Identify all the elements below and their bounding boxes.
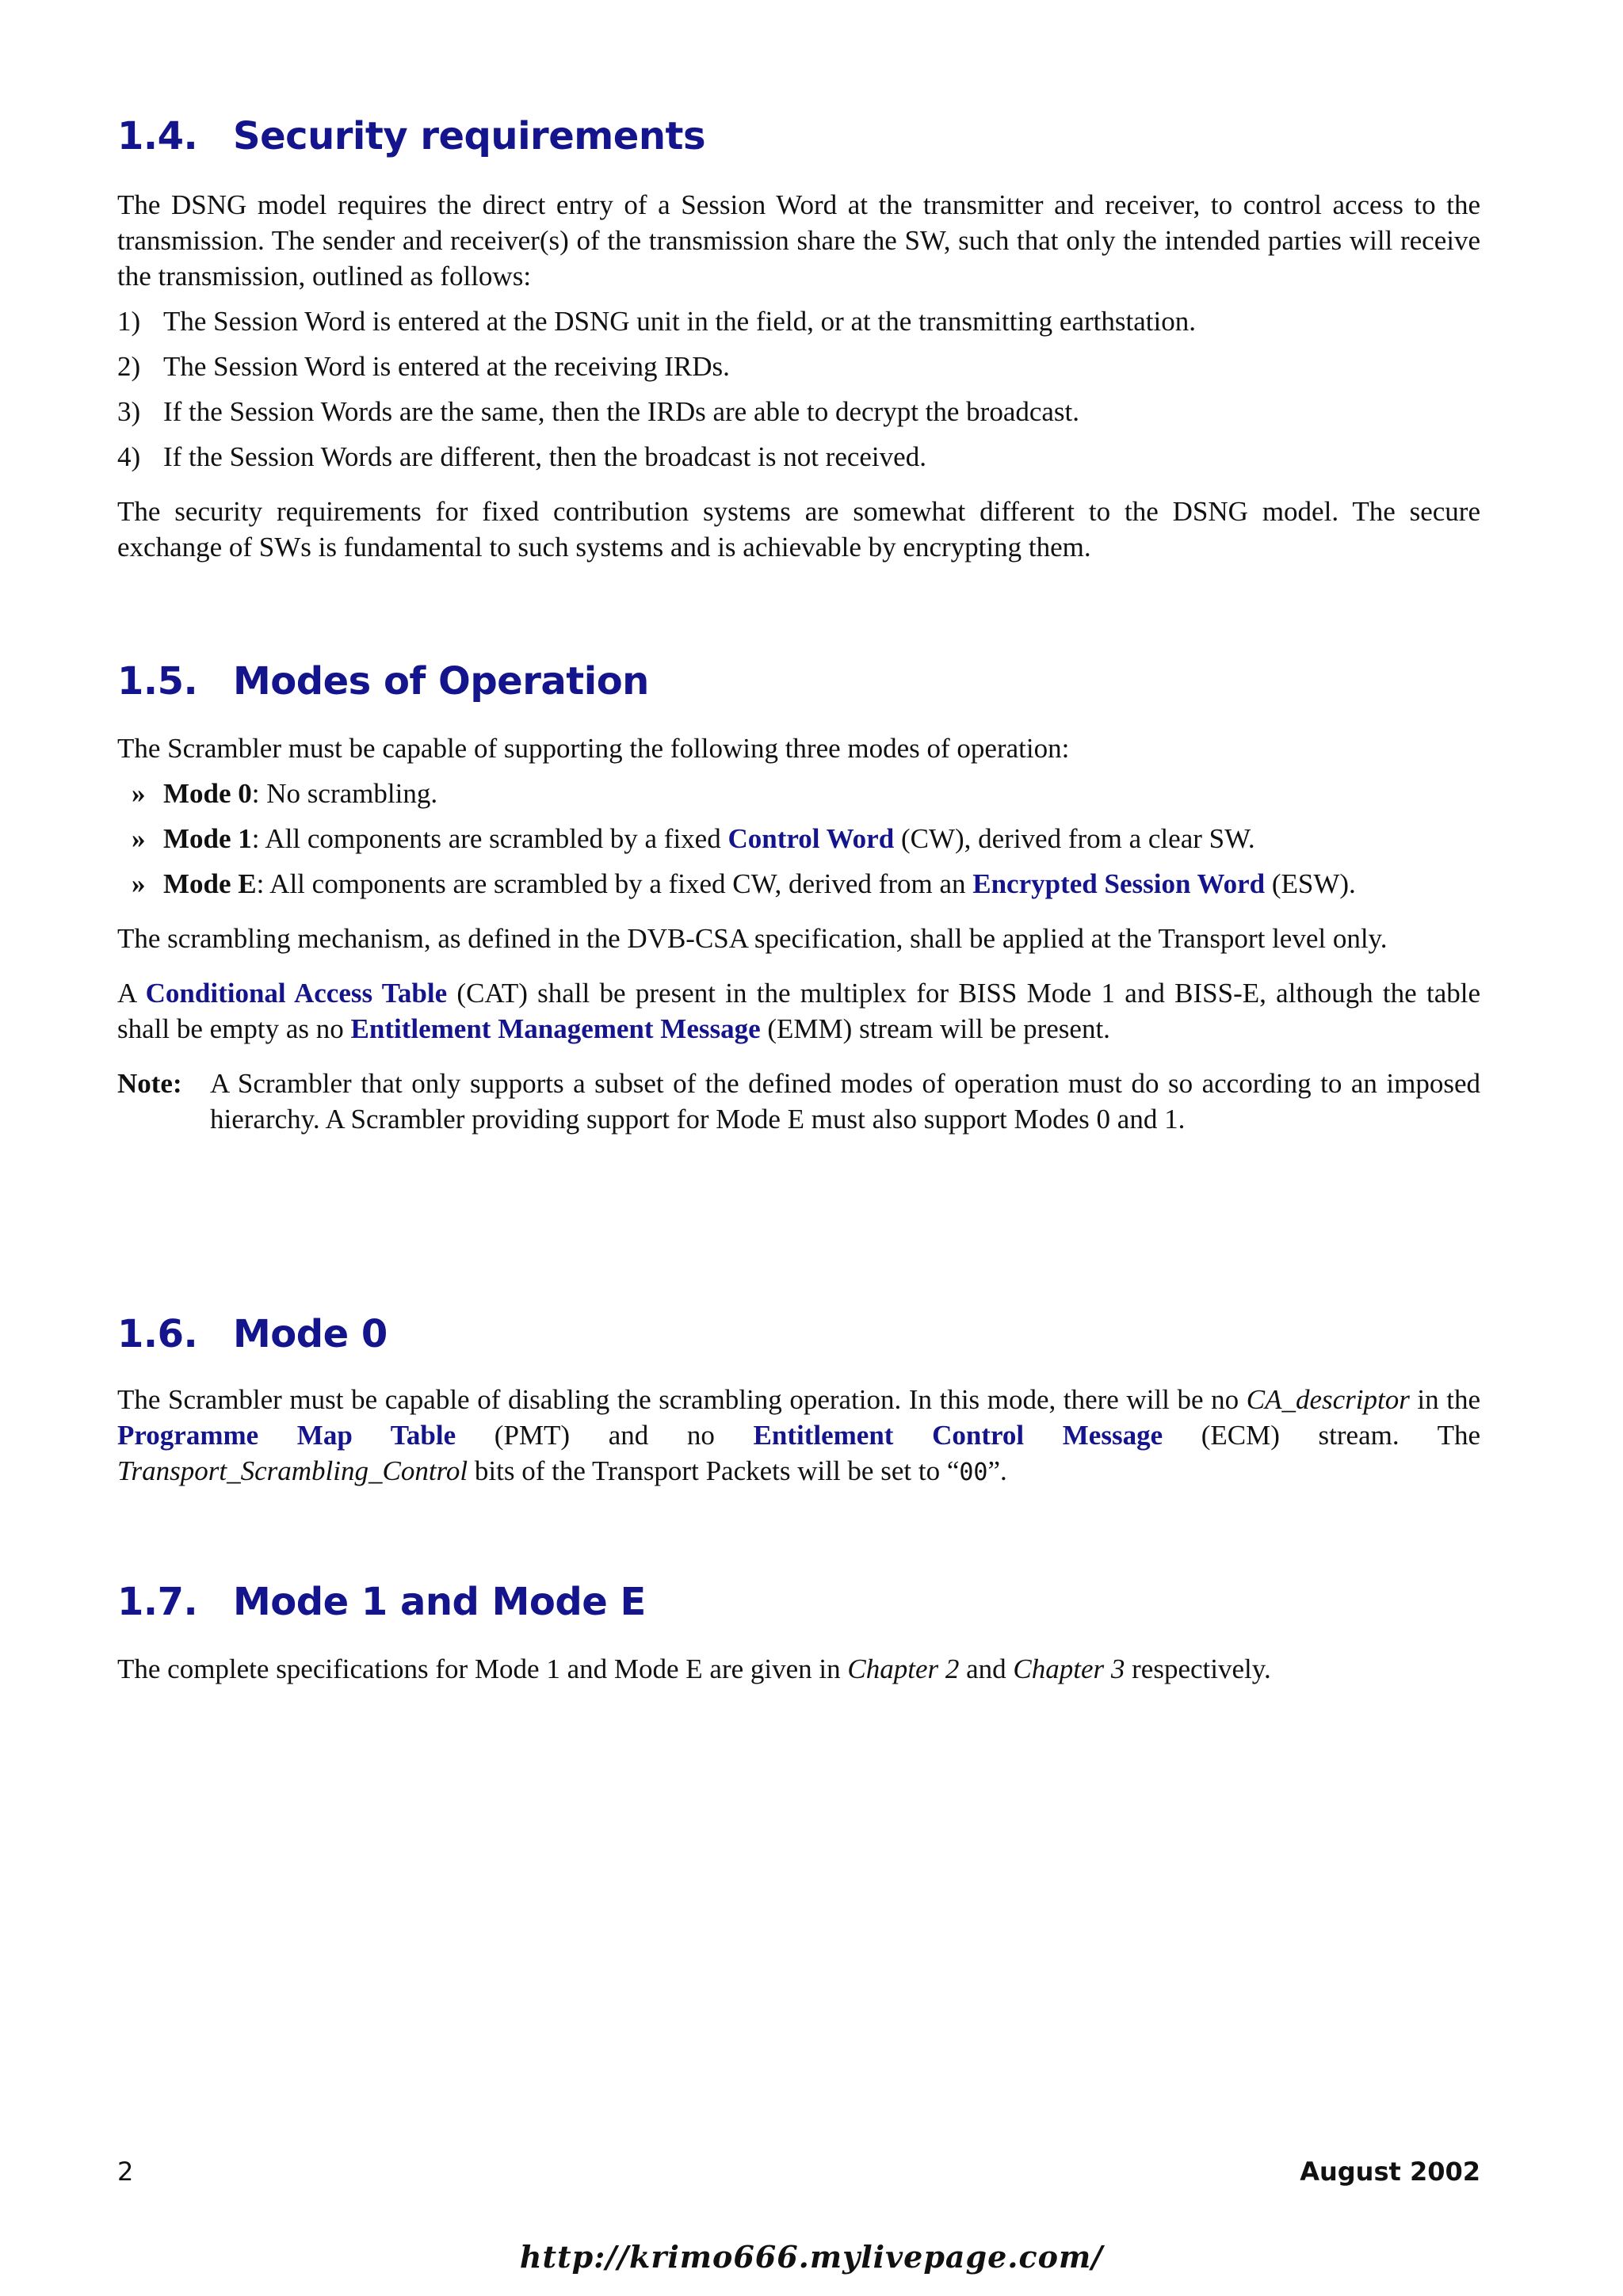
entitlement-control-message-link[interactable]: Entitlement Control Message — [753, 1420, 1163, 1451]
conditional-access-table-link[interactable]: Conditional Access Table — [145, 978, 448, 1009]
cat-paragraph: A Conditional Access Table (CAT) shall be present in the multiplex for BISS Mode 1 and BISS-E, although the table shall be empty as no Entitlement Management Message (EMM) stream will be present. — [117, 978, 1480, 1044]
watermark-url: http://krimo666.mylivepage.com/ — [519, 2239, 1104, 2275]
section-number: 1.5. — [117, 659, 198, 704]
mode-1-e-section-body — [117, 1651, 1480, 1687]
security-steps-list — [117, 303, 1480, 475]
section-title: Mode 1 and Mode E — [233, 1580, 646, 1624]
entitlement-management-message-link[interactable]: Entitlement Management Message — [350, 1013, 761, 1044]
modes-intro: The Scrambler must be capable of supporting the following three modes of operation: — [117, 733, 1070, 764]
list-item: 1) The Session Word is entered at the DSNG unit in the field, or at the transmitting earthstation. — [117, 306, 1196, 337]
note-text: A Scrambler that only supports a subset of the defined modes of operation must do so according to an imposed hierarchy. A Scrambler providing support for Mode E must also support Modes 0 and 1. — [210, 1068, 1480, 1135]
mode-0-paragraph: The Scrambler must be capable of disabling the scrambling operation. In this mode, there will be no CA_descriptor in the Programme Map Table (PMT) and no Entitlement Control Message (ECM) stream. The Transport_Scrambling_Control bits of the Transport Packets will be set to “00”. — [117, 1384, 1481, 1486]
list-item: 2) The Session Word is entered at the receiving IRDs. — [117, 351, 730, 382]
footer-date: August 2002 — [1300, 2157, 1480, 2187]
modes-list — [117, 776, 1480, 902]
list-item-mode-0: » Mode 0: No scrambling. — [132, 778, 438, 809]
section-number: 1.6. — [117, 1312, 198, 1356]
section-number: 1.4. — [117, 114, 198, 158]
modes-section-body — [117, 730, 1480, 1137]
security-intro: The DSNG model requires the direct entry of a Session Word at the transmitter and receiver, to control access to the transmission. The sender and receiver(s) of the transmission share the SW, such that only the intended parties will receive the transmission, outlined as follows: — [117, 189, 1480, 292]
scrambling-mechanism: The scrambling mechanism, as defined in the DVB-CSA specification, shall be applied at the Transport level only. — [117, 923, 1388, 954]
list-item: 3) If the Session Words are the same, then the IRDs are able to decrypt the broadcast. — [117, 396, 1080, 427]
heading-mode-0 — [117, 1312, 388, 1356]
encrypted-session-word-link[interactable]: Encrypted Session Word — [972, 868, 1266, 899]
page-number: 2 — [117, 2157, 134, 2187]
mode-0-section-body — [117, 1382, 1480, 1490]
mode-1-e-paragraph: The complete specifications for Mode 1 and Mode E are given in Chapter 2 and Chapter 3 respectively. — [117, 1653, 1271, 1684]
heading-modes-of-operation — [117, 659, 649, 704]
section-number: 1.7. — [117, 1580, 198, 1624]
control-word-link[interactable]: Control Word — [727, 823, 895, 854]
list-item-mode-e: » Mode E: All components are scrambled by a fixed CW, derived from an Encrypted Session Word (ESW). — [132, 868, 1356, 899]
heading-security-requirements — [117, 114, 705, 158]
heading-mode-1-and-mode-e — [117, 1580, 646, 1624]
programme-map-table-link[interactable]: Programme Map Table — [117, 1420, 456, 1451]
list-item: 4) If the Session Words are different, then the broadcast is not received. — [117, 441, 926, 472]
page-footer — [117, 2157, 1480, 2191]
note — [117, 1066, 1480, 1137]
security-section-body — [117, 187, 1480, 565]
list-item-mode-1: » Mode 1: All components are scrambled by a fixed Control Word (CW), derived from a clear SW. — [132, 823, 1255, 854]
section-title: Mode 0 — [233, 1312, 388, 1356]
security-outro: The security requirements for fixed contribution systems are somewhat different to the DSNG model. The secure exchange of SWs is fundamental to such systems and is achievable by encrypting them. — [117, 496, 1480, 563]
section-title: Modes of Operation — [233, 659, 649, 704]
note-label: Note: — [117, 1068, 182, 1099]
section-title: Security requirements — [233, 114, 706, 158]
